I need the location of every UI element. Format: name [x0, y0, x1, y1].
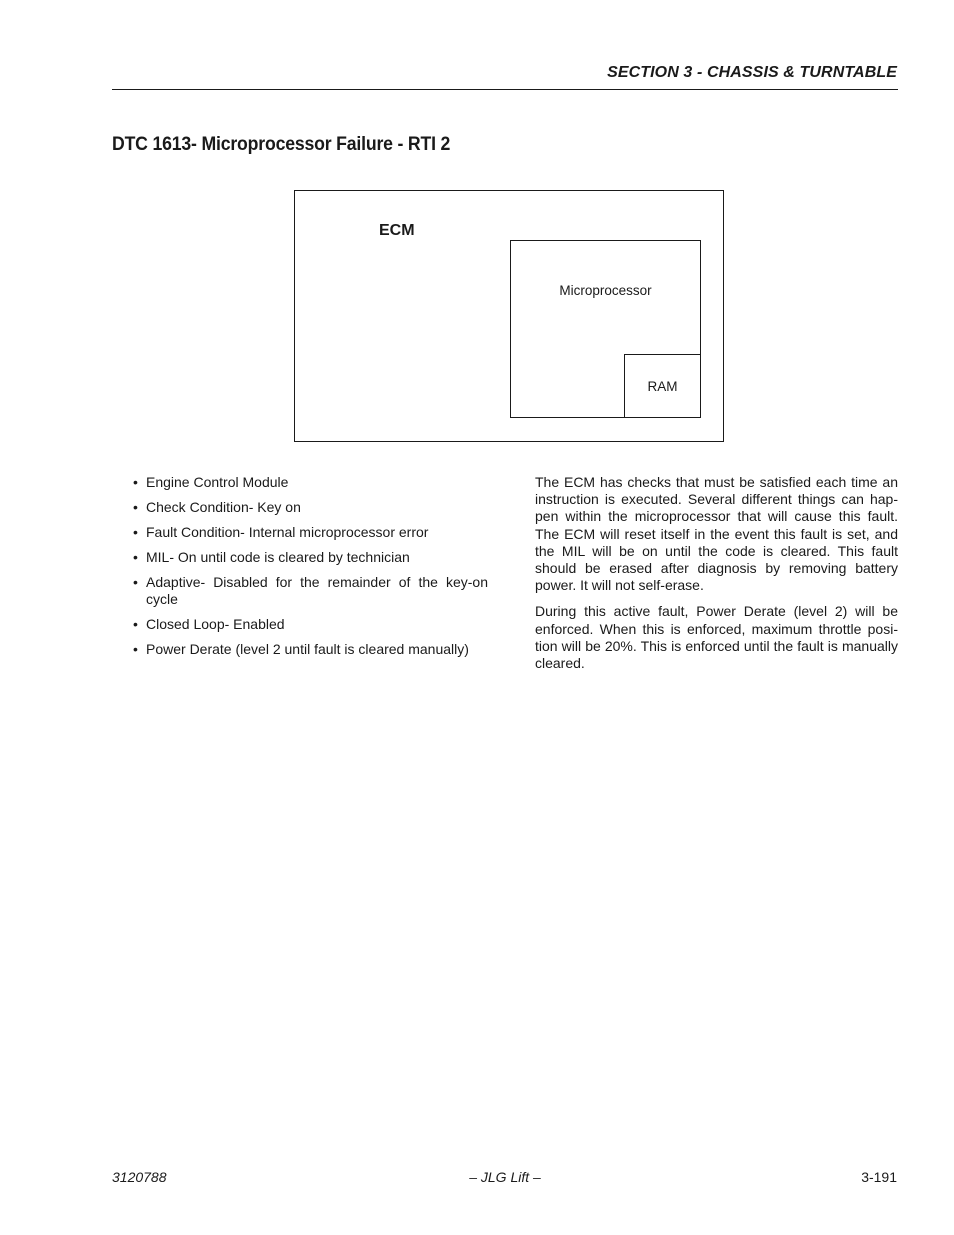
page-number: 3-191: [861, 1169, 897, 1185]
section-header: SECTION 3 - CHASSIS & TURNTABLE: [607, 64, 897, 81]
list-item: • MIL- On until code is cleared by technician: [131, 549, 488, 566]
paragraph: During this active fault, Power Derate (level 2) will be enforced. When this is enforced, maximum throttle posi-tion will be 20%. This is enforced until the fault is manually cleared.: [535, 603, 898, 672]
ram-box: [624, 354, 701, 418]
ram-label: RAM: [647, 378, 678, 394]
ecm-diagram: [294, 190, 724, 442]
footer-brand: – JLG Lift –: [469, 1169, 541, 1185]
microprocessor-box: [510, 240, 701, 418]
microprocessor-label: Microprocessor: [559, 283, 652, 298]
document-number: 3120788: [112, 1169, 167, 1185]
list-item: • Adaptive- Disabled for the remainder of the key-on cycle: [131, 574, 488, 608]
ecm-label: ECM: [379, 222, 415, 239]
list-item: • Fault Condition- Internal microprocessor error: [131, 524, 488, 541]
list-item: • Check Condition- Key on: [131, 499, 488, 516]
condition-list: [131, 474, 488, 666]
list-item: • Engine Control Module: [131, 474, 488, 491]
header-divider: [112, 89, 898, 90]
description-text: [535, 474, 898, 681]
list-item: • Power Derate (level 2 until fault is cleared manually): [131, 641, 488, 658]
list-item: • Closed Loop- Enabled: [131, 616, 488, 633]
page-title: DTC 1613- Microprocessor Failure - RTI 2: [112, 134, 451, 155]
paragraph: The ECM has checks that must be satisfied each time an instruction is executed. Several different things can hap-pen within the microprocessor that will cause this fault. The ECM will reset itself in the event this fault is set, and the MIL will be on until the code is cleared. This fault should be erased after diagnosis by removing battery power. It will not self-erase.: [535, 474, 898, 594]
